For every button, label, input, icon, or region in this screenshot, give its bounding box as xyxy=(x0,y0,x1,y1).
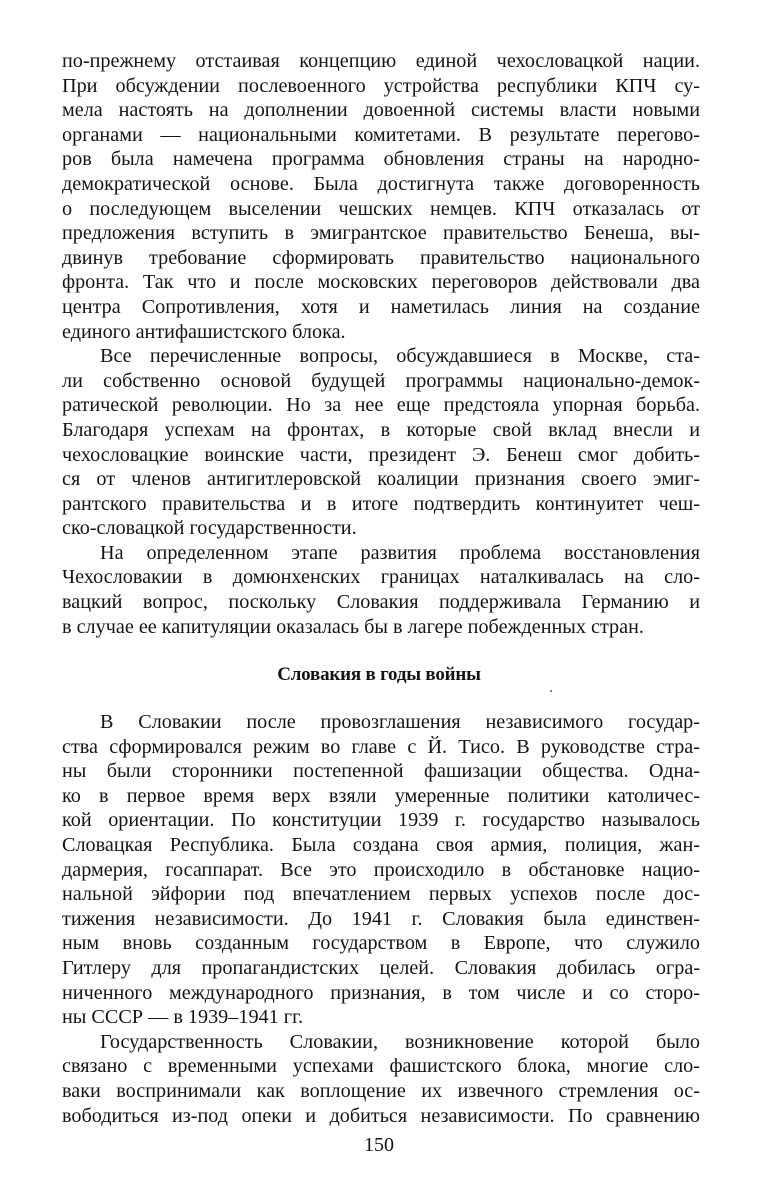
text-line: В Словакии после провозглашения независимого государ- xyxy=(100,711,700,733)
text-line: Благодаря успехам на фронтах, в которые свой вклад внесли и xyxy=(62,418,700,441)
text-line: предложения вступить в эмигрантское правительство Бенеша, вы- xyxy=(62,222,700,245)
text-line: Все перечисленные вопросы, обсуждавшиеся в Москве, ста- xyxy=(100,345,700,368)
scan-speck xyxy=(550,690,552,692)
text-line: ства сформировался режим во главе с Й. Тисо. В руководстве стра- xyxy=(62,735,700,758)
text-line: двинув требование сформировать правительство национального xyxy=(62,246,700,269)
text-line: ны были сторонники постепенной фашизации общества. Одна- xyxy=(62,760,700,783)
section-heading: Словакия в годы войны xyxy=(277,664,481,685)
text-line: ся от членов антигитлеровской коалиции признания своего эмиг- xyxy=(62,468,700,491)
page-number: 150 xyxy=(364,1134,394,1156)
paragraph xyxy=(62,1030,700,1128)
text-line: ным вновь созданным государством в Европе, что служило xyxy=(62,932,700,955)
text-line: ны СССР — в 1939–1941 гг. xyxy=(62,1006,304,1029)
text-line: демократической основе. Была достигнута также договоренность xyxy=(62,172,700,195)
text-line: рантского правительства и в итоге подтвердить континуитет чеш- xyxy=(62,492,700,515)
text-line: тижения независимости. До 1941 г. Словакия была единствен- xyxy=(62,907,700,930)
paragraph xyxy=(62,344,700,541)
text-line: ратической революции. Но за нее еще предстояла упорная борьба. xyxy=(62,394,700,417)
text-line: нальной эйфории под впечатлением первых успехов после дос- xyxy=(62,883,700,906)
text-line: Государственность Словакии, возникновение которой было xyxy=(100,1030,700,1053)
paragraph xyxy=(62,541,700,639)
text-line: Гитлеру для пропагандистских целей. Словакия добилась огра- xyxy=(62,956,700,979)
text-line: вацкий вопрос, поскольку Словакия поддерживала Германию и xyxy=(62,591,700,614)
text-line: чехословацкие воинские части, президент Э. Бенеш смог добить- xyxy=(62,443,700,466)
text-line: о последующем выселении чешских немцев. КПЧ отказалась от xyxy=(62,197,700,220)
text-line: единого антифашистского блока. xyxy=(62,320,346,343)
text-section-top xyxy=(62,49,700,639)
text-line: ров была намечена программа обновления страны на народно- xyxy=(62,148,700,171)
text-line: фронта. Так что и после московских переговоров действовали два xyxy=(62,271,700,294)
text-line: органами — национальными комитетами. В результате перегово- xyxy=(62,123,700,146)
paragraph xyxy=(62,710,700,1030)
text-line: вободиться из-под опеки и добиться независимости. По сравнению xyxy=(62,1104,700,1127)
text-line: ниченного международного признания, в том числе и со сторо- xyxy=(62,981,700,1004)
text-line: по-прежнему отстаивая концепцию единой чехословацкой нации. xyxy=(62,50,700,72)
text-line: При обсуждении послевоенного устройства республики КПЧ су- xyxy=(62,74,700,97)
text-line: кой ориентации. По конституции 1939 г. государство называлось xyxy=(62,809,700,832)
text-line: мела настоять на дополнении довоенной системы власти новыми xyxy=(62,99,700,122)
text-line: ваки воспринимали как воплощение их извечного стремления ос- xyxy=(62,1079,700,1102)
text-line: Словацкая Республика. Была создана своя армия, полиция, жан- xyxy=(62,833,700,856)
text-line: ско-словацкой государственности. xyxy=(62,517,357,540)
text-line: ко в первое время верх взяли умеренные политики католичес- xyxy=(62,784,700,807)
text-line: Чехословакии в домюнхенских границах наталкивалась на сло- xyxy=(62,566,700,589)
paragraph xyxy=(62,49,700,344)
text-section-bottom xyxy=(62,710,700,1128)
text-line: в случае ее капитуляции оказалась бы в лагере побежденных стран. xyxy=(62,615,644,638)
text-line: дармерия, госаппарат. Все это происходило в обстановке нацио- xyxy=(62,858,700,881)
text-line: На определенном этапе развития проблема восстановления xyxy=(100,541,700,564)
text-line: центра Сопротивления, хотя и наметилась линия на создание xyxy=(62,295,700,318)
text-line: связано с временными успехами фашистского блока, многие сло- xyxy=(62,1055,700,1078)
text-line: ли собственно основой будущей программы национально-демок- xyxy=(62,369,700,392)
